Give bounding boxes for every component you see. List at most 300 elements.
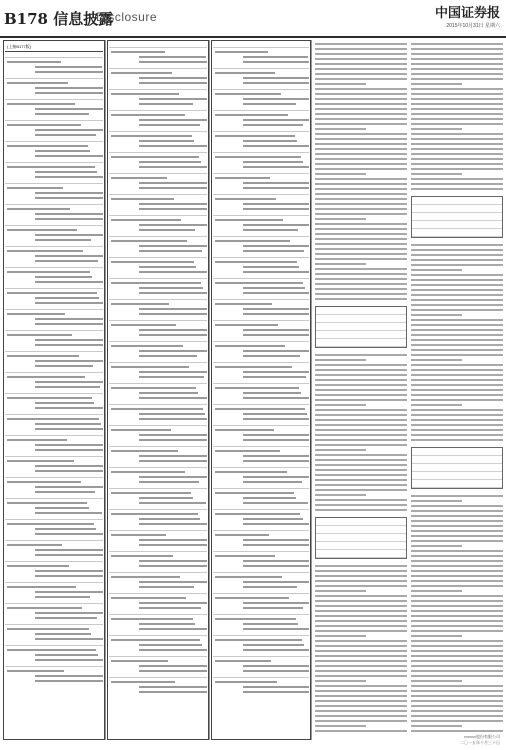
table-cell-text (111, 429, 171, 431)
text-line (315, 118, 407, 120)
text-line (411, 394, 503, 396)
table-cell-text (139, 581, 207, 583)
text-line (315, 575, 407, 577)
text-line (315, 293, 407, 295)
text-line (411, 705, 503, 707)
text-line (411, 610, 503, 612)
text-line (315, 419, 407, 421)
text-line (315, 720, 407, 722)
table-cell-text (243, 607, 303, 609)
table-cell-text (243, 397, 309, 399)
table-row-divider (109, 47, 207, 48)
text-line (411, 349, 503, 351)
text-line (315, 660, 407, 662)
table-cell-text (243, 292, 309, 294)
table-cell-text (139, 686, 207, 688)
text-line (315, 605, 407, 607)
text-line (315, 454, 407, 456)
table-cell-text (35, 528, 96, 530)
table-cell-text (215, 219, 283, 221)
table-row-divider (109, 656, 207, 657)
table (211, 40, 311, 740)
table-cell-text (243, 502, 308, 504)
table-row-divider (213, 551, 309, 552)
table-cell-text (215, 198, 276, 200)
table-cell-text (243, 250, 304, 252)
table-cell-text (243, 686, 309, 688)
table-cell-text (243, 544, 309, 546)
table-cell-text (243, 329, 309, 331)
table-row-divider (213, 47, 309, 48)
table-cell-text (139, 61, 207, 63)
text-line (411, 249, 503, 251)
table-row-divider (213, 677, 309, 678)
table-column-3 (211, 40, 312, 740)
table-cell-text (35, 92, 103, 94)
table-cell-text (215, 450, 280, 452)
text-line (315, 168, 407, 170)
table-cell-text (35, 402, 94, 404)
table-row-divider (5, 456, 103, 457)
text-line (315, 198, 407, 200)
table-cell-text (7, 397, 92, 399)
table-cell-text (35, 171, 97, 173)
table-cell-text (139, 565, 207, 567)
table-cell-text (243, 61, 309, 63)
table-cell-text (111, 408, 203, 410)
text-line (411, 294, 503, 296)
table-cell-text (243, 455, 309, 457)
table-row-divider (5, 57, 103, 58)
table-cell-text (243, 145, 309, 147)
table-row-divider (213, 467, 309, 468)
table-row-divider (5, 582, 103, 583)
masthead (0, 0, 506, 38)
table-cell-text (215, 639, 302, 641)
table-cell-text (35, 234, 103, 236)
table-row-divider (109, 635, 207, 636)
table-cell-text (139, 266, 196, 268)
table-cell-text (7, 313, 65, 315)
text-line (411, 244, 503, 246)
text-line (411, 640, 503, 642)
text-line (411, 48, 503, 50)
text-line (315, 680, 366, 682)
table-cell-text (35, 323, 103, 325)
table-cell-text (215, 429, 274, 431)
table-cell-text (111, 345, 183, 347)
text-line (411, 715, 503, 717)
text-line (411, 575, 503, 577)
table-cell-text (7, 481, 81, 483)
text-line (411, 675, 503, 677)
table-cell-text (215, 576, 282, 578)
table-cell-text (215, 345, 285, 347)
table-cell-text (111, 135, 192, 137)
table-cell-text (243, 56, 308, 58)
table-cell-text (243, 224, 309, 226)
table-row-divider (109, 362, 207, 363)
table-row-divider (5, 393, 103, 394)
table-cell-text (35, 365, 93, 367)
table-cell-text (243, 187, 309, 189)
text-line (315, 213, 407, 215)
table-cell-text (7, 208, 70, 210)
table-cell-text (111, 324, 176, 326)
text-line (411, 93, 503, 95)
table-cell-text (215, 324, 278, 326)
text-line (315, 389, 407, 391)
text-line (315, 108, 407, 110)
text-line (315, 394, 407, 396)
table-cell-text (35, 176, 103, 178)
text-line (411, 148, 503, 150)
text-line (315, 570, 407, 572)
table-cell-text (215, 177, 270, 179)
table-cell-text (215, 156, 301, 158)
table-row-divider (109, 299, 207, 300)
table-cell-text (243, 418, 309, 420)
table-cell-text (139, 203, 207, 205)
table-cell-text (111, 282, 201, 284)
text-line (315, 705, 407, 707)
text-line (315, 424, 407, 426)
table-cell-text (35, 318, 103, 320)
table-row-divider (5, 540, 103, 541)
table-cell-text (139, 376, 204, 378)
text-line (411, 535, 503, 537)
table-row-divider (109, 320, 207, 321)
text-line (411, 143, 503, 145)
table-cell-text (139, 145, 207, 147)
table-cell-text (7, 418, 99, 420)
table-row-divider (5, 99, 103, 100)
table-row-divider (5, 246, 103, 247)
text-line (411, 424, 503, 426)
table-cell-text (215, 513, 300, 515)
table-cell-text (7, 607, 82, 609)
table-cell-text (139, 523, 207, 525)
table-cell-text (7, 250, 83, 252)
table-cell-text (243, 691, 309, 693)
table-cell-text (215, 618, 296, 620)
table-cell-text (35, 360, 103, 362)
table-rows (213, 42, 309, 738)
table-cell-text (215, 282, 303, 284)
text-line (411, 690, 503, 692)
table-cell-text (35, 591, 103, 593)
table-row-divider (5, 561, 103, 562)
table-cell-text (7, 670, 64, 672)
text-line (411, 88, 503, 90)
table-row-divider (213, 509, 309, 510)
text-line (411, 178, 503, 180)
text-line (411, 630, 503, 632)
text-line (411, 414, 503, 416)
text-line (411, 259, 503, 261)
table-cell-text (35, 276, 92, 278)
text-line (411, 660, 503, 662)
table-row-divider (109, 341, 207, 342)
table-cell-text (111, 219, 181, 221)
text-line (411, 695, 503, 697)
text-line (315, 504, 407, 506)
text-line (411, 590, 462, 592)
text-line (315, 128, 366, 130)
text-line (315, 509, 407, 511)
table-row-divider (5, 414, 103, 415)
text-line (411, 730, 503, 732)
text-line (411, 429, 503, 431)
table-row-divider (109, 404, 207, 405)
text-line (315, 253, 407, 255)
table-row-divider (109, 530, 207, 531)
table-cell-text (243, 581, 309, 583)
text-line (315, 489, 407, 491)
table-row-divider (213, 89, 309, 90)
text-line (411, 625, 503, 627)
table-row-divider (109, 278, 207, 279)
table-cell-text (139, 392, 198, 394)
text-line (315, 469, 407, 471)
table-cell-text (7, 82, 68, 84)
table-cell-text (35, 570, 103, 572)
table-cell-text (215, 387, 299, 389)
table-cell-text (7, 460, 74, 462)
table-cell-text (35, 213, 103, 215)
table-cell-text (35, 486, 103, 488)
table-cell-text (243, 98, 309, 100)
table-cell-text (7, 166, 95, 168)
table-cell-text (139, 518, 200, 520)
table-cell-text (35, 260, 98, 262)
table-cell-text (139, 208, 207, 210)
text-line (411, 379, 503, 381)
table-row-divider (109, 89, 207, 90)
table-cell-text (111, 681, 175, 683)
table-cell-text (35, 512, 102, 514)
table-cell-text (139, 98, 207, 100)
text-line (411, 158, 503, 160)
table-cell-text (139, 245, 207, 247)
table-cell-text (243, 628, 309, 630)
table-cell-text (35, 155, 103, 157)
table-row-divider (109, 68, 207, 69)
table-cell-text (35, 281, 103, 283)
text-line (315, 364, 407, 366)
table-row-divider (109, 257, 207, 258)
table-cell-text (35, 134, 96, 136)
text-line (411, 254, 503, 256)
table-row-divider (109, 215, 207, 216)
table-cell-text (111, 471, 185, 473)
table-cell-text (139, 413, 205, 415)
table-row-divider (109, 446, 207, 447)
table-row-divider (213, 110, 309, 111)
section-title-english: Disclosure (96, 10, 158, 24)
table-cell-text (243, 670, 309, 672)
text-line (315, 53, 407, 55)
table-row-divider (109, 131, 207, 132)
table-cell-text (35, 71, 103, 73)
text-line (315, 379, 407, 381)
text-line (411, 274, 503, 276)
table-cell-text (243, 439, 309, 441)
inline-table (315, 306, 407, 348)
text-line (315, 640, 407, 642)
table-cell-text (35, 423, 101, 425)
text-line (411, 319, 503, 321)
table-cell-text (139, 308, 207, 310)
text-line (315, 48, 407, 50)
text-line (315, 263, 366, 265)
text-line (315, 78, 407, 80)
table-cell-text (215, 492, 294, 494)
text-line (315, 238, 407, 240)
text-line (315, 258, 407, 260)
table-cell-text (35, 617, 97, 619)
table-cell-text (111, 387, 196, 389)
table-cell-text (35, 549, 103, 551)
table-cell-text (35, 150, 90, 152)
inline-table (315, 517, 407, 559)
text-line (315, 273, 407, 275)
text-line (315, 690, 407, 692)
text-line (315, 288, 407, 290)
text-line (411, 605, 503, 607)
text-line (315, 43, 407, 45)
table-cell-text (215, 72, 275, 74)
text-line (315, 725, 366, 727)
table-cell-text (139, 182, 207, 184)
table-row-divider (109, 467, 207, 468)
text-line (315, 444, 407, 446)
table-cell-text (139, 502, 206, 504)
table-row-divider (213, 152, 309, 153)
table-cell-text (139, 628, 207, 630)
table-cell-text (139, 166, 207, 168)
table-cell-text (243, 334, 309, 336)
text-line (315, 153, 407, 155)
table-row-divider (213, 131, 309, 132)
table-row-divider (5, 183, 103, 184)
table-cell-text (243, 208, 309, 210)
text-line (315, 580, 407, 582)
text-line (411, 680, 462, 682)
text-line (411, 374, 503, 376)
table-cell-text (35, 596, 90, 598)
text-line (411, 725, 462, 727)
text-line (315, 635, 366, 637)
text-line (411, 128, 462, 130)
text-line (411, 500, 462, 502)
table-cell-text (139, 644, 202, 646)
table-cell-text (111, 597, 186, 599)
table-cell-text (139, 313, 207, 315)
table-cell-text (35, 255, 103, 257)
table-cell-text (215, 471, 287, 473)
table-cell-text (35, 297, 99, 299)
table-row-divider (213, 572, 309, 573)
text-line (315, 278, 407, 280)
text-line (411, 364, 503, 366)
table-row-divider (5, 288, 103, 289)
table-cell-text (7, 376, 85, 378)
text-line (411, 555, 503, 557)
text-line (411, 710, 503, 712)
text-line (315, 474, 407, 476)
table-cell-text (7, 334, 72, 336)
text-line (411, 540, 503, 542)
table-cell-text (215, 534, 269, 536)
table-cell-text (111, 72, 172, 74)
text-line (315, 158, 407, 160)
table-row-divider (109, 236, 207, 237)
table-cell-text (215, 135, 295, 137)
text-line (411, 595, 503, 597)
table-cell-text (215, 240, 290, 242)
table-cell-text (111, 534, 166, 536)
text-line (411, 585, 503, 587)
text-line (411, 570, 503, 572)
table-cell-text (243, 481, 302, 483)
table-row-divider (5, 372, 103, 373)
table-cell-text (139, 434, 207, 436)
table-cell-text (35, 470, 103, 472)
table-cell-text (35, 66, 102, 68)
text-line (411, 183, 503, 185)
table-cell-text (139, 649, 207, 651)
text-line (411, 264, 503, 266)
table-cell-text (35, 218, 103, 220)
text-line (411, 173, 462, 175)
table-cell-text (7, 61, 61, 63)
table-cell-text (243, 287, 305, 289)
table-cell-text (139, 497, 193, 499)
text-line (315, 369, 407, 371)
text-line (411, 530, 503, 532)
text-line (411, 344, 503, 346)
table-cell-text (35, 633, 91, 635)
text-line (315, 359, 366, 361)
text-line (315, 178, 407, 180)
table-row-divider (213, 257, 309, 258)
table-row-divider (5, 330, 103, 331)
table-cell-text (7, 271, 90, 273)
text-line (315, 670, 407, 672)
text-line (315, 103, 407, 105)
table-cell-text (139, 77, 207, 79)
table-row-divider (5, 435, 103, 436)
text-line (411, 324, 503, 326)
text-line (315, 645, 407, 647)
table-cell-text (243, 392, 301, 394)
text-line (315, 625, 407, 627)
table-cell-text (243, 245, 309, 247)
text-line (315, 193, 407, 195)
table-row-divider (213, 341, 309, 342)
text-line (315, 188, 407, 190)
table-cell-text (111, 114, 185, 116)
table-row-divider (213, 635, 309, 636)
page-code: B178 信息披露 (4, 10, 114, 28)
table-row-divider (5, 477, 103, 478)
table-cell-text (139, 439, 207, 441)
table-cell-text (35, 428, 103, 430)
table-cell-text (7, 649, 96, 651)
table-cell-text (243, 565, 309, 567)
text-line (411, 525, 503, 527)
